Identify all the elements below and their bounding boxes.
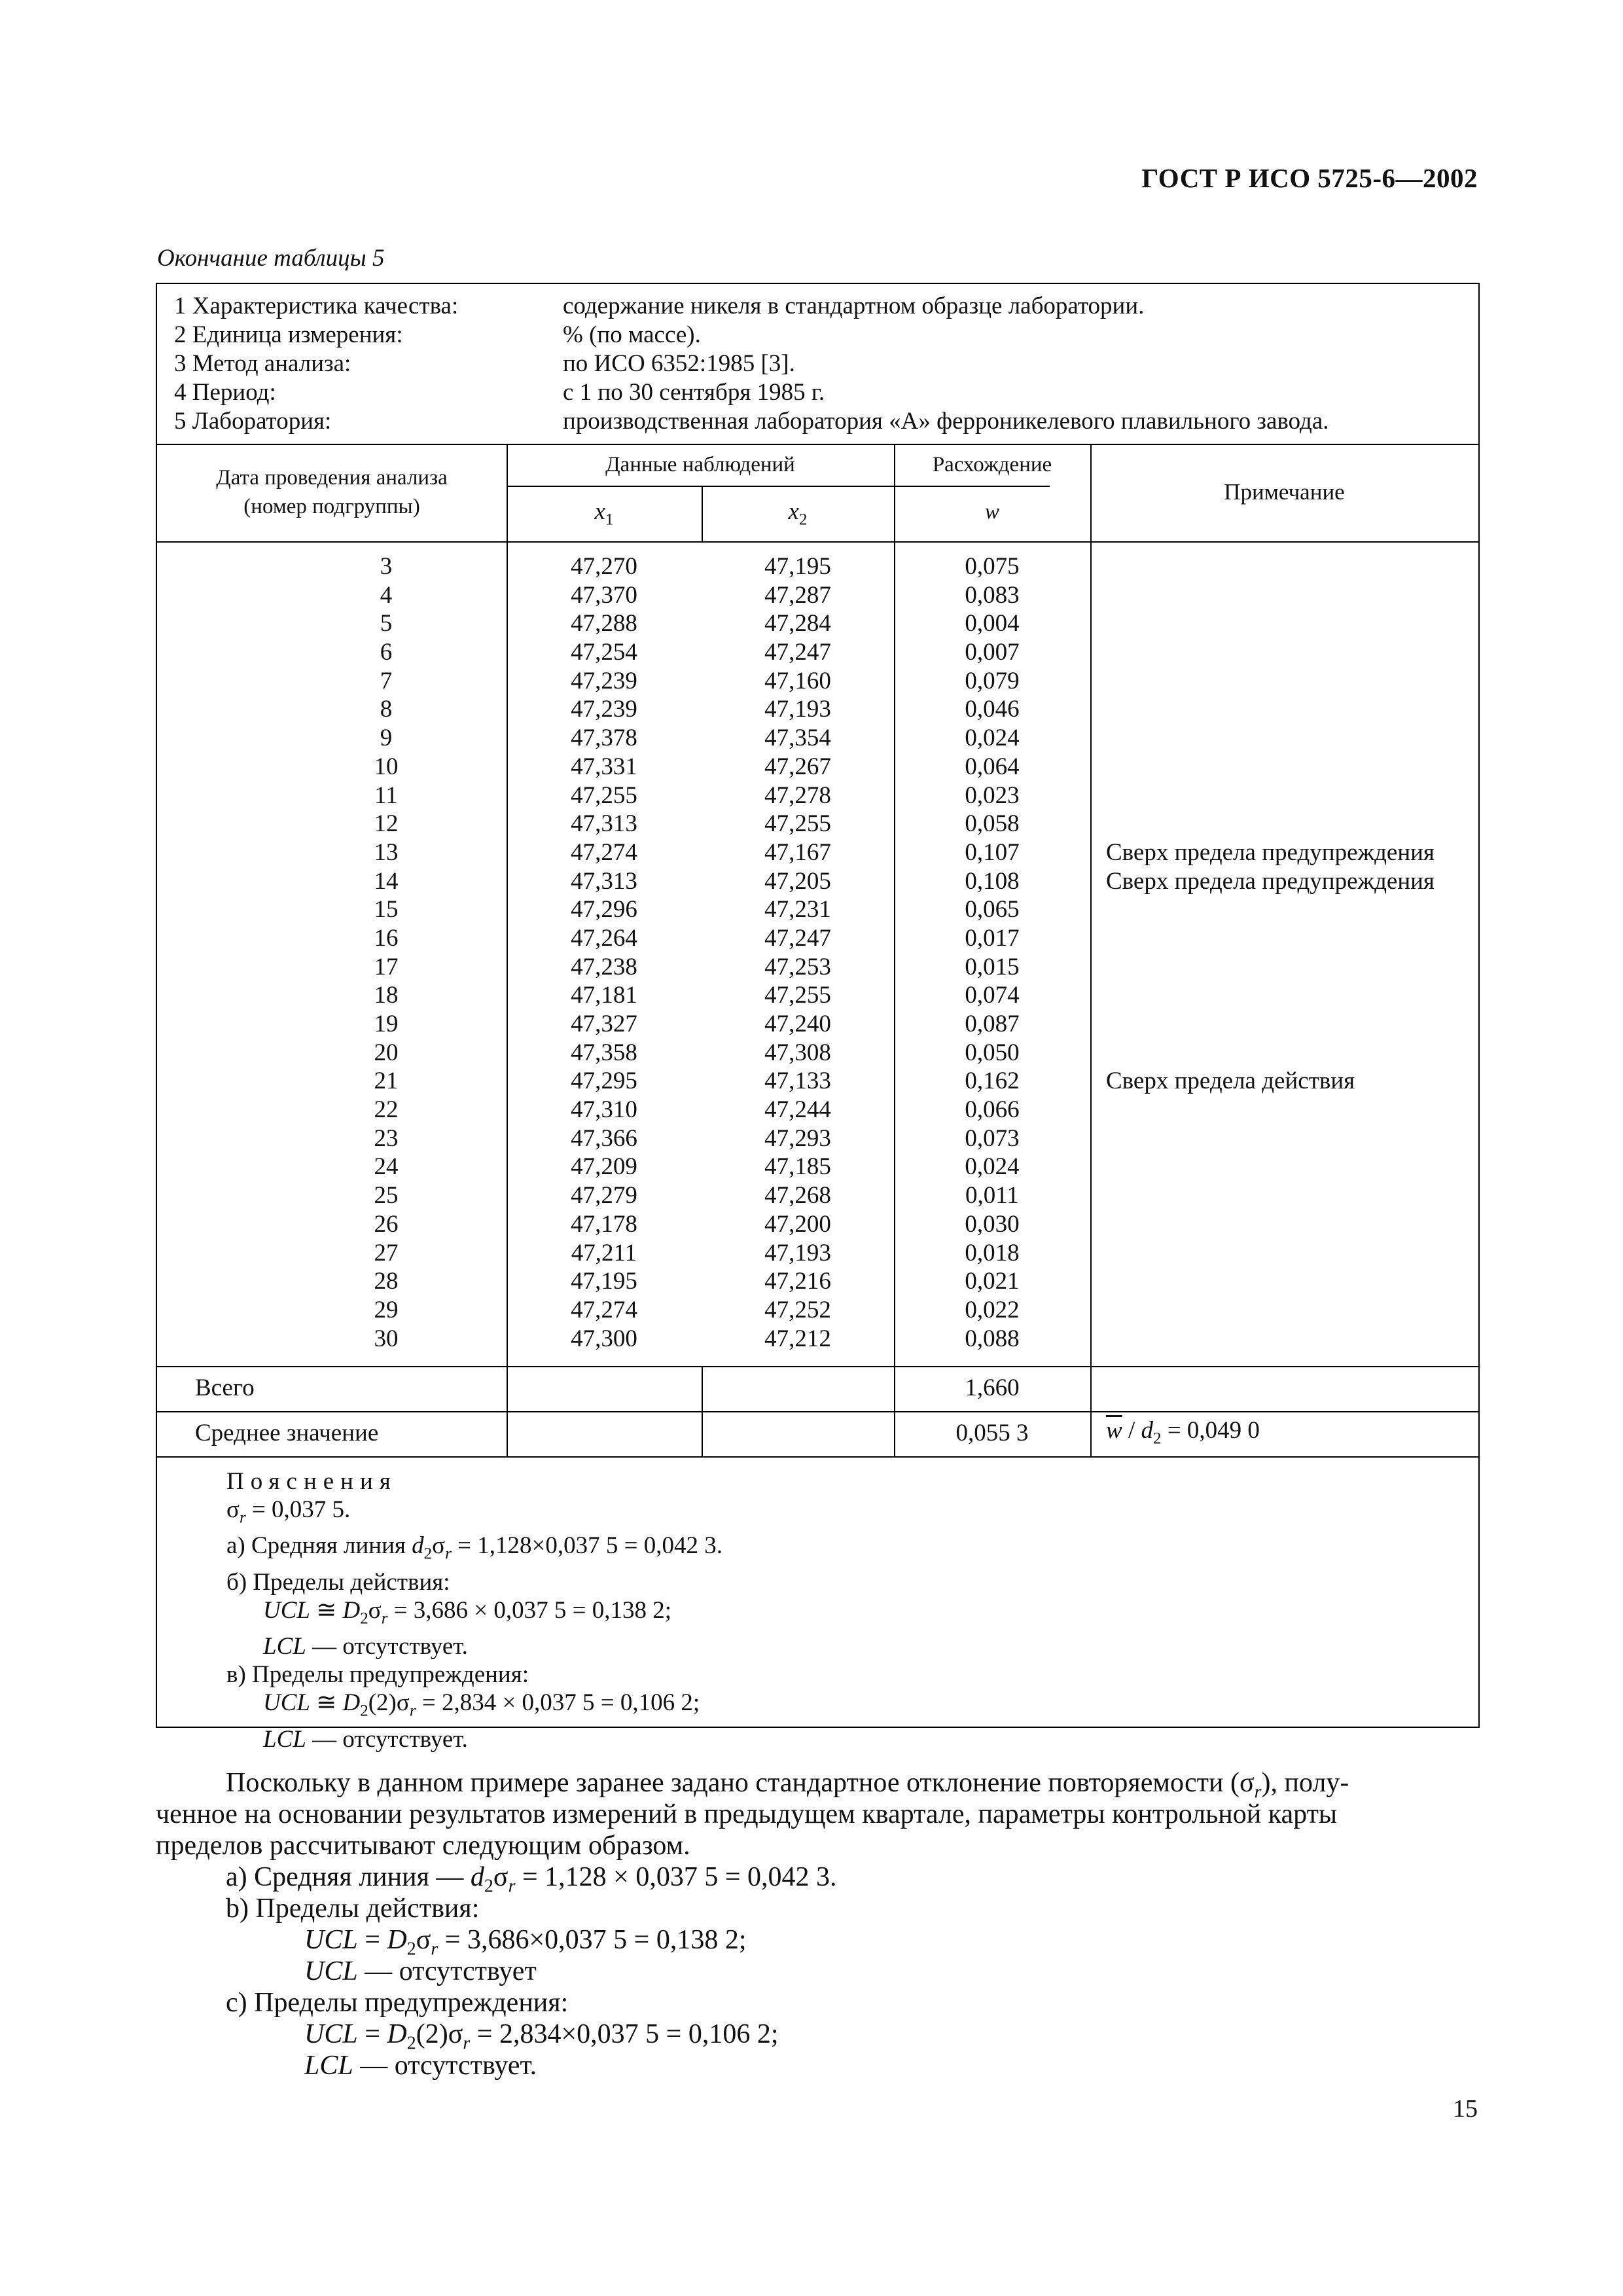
header-date-line2: (номер подгруппы) — [243, 495, 420, 518]
info-value: по ИСО 6352:1985 [3]. — [563, 350, 795, 377]
note-cell — [1106, 981, 1472, 1010]
column-x1 — [507, 552, 702, 1353]
x1-cell: 47,288 — [571, 610, 637, 637]
subgroup-cell: 14 — [374, 867, 399, 895]
x2-cell: 47,252 — [764, 1296, 831, 1323]
note-cell — [1106, 724, 1472, 753]
w-cell: 0,088 — [965, 1325, 1020, 1352]
note-cell — [1106, 667, 1472, 696]
note-cell — [1106, 1010, 1472, 1039]
note-cell — [1106, 895, 1472, 924]
x2-cell: 47,193 — [764, 1239, 831, 1266]
note-cell — [1106, 953, 1472, 982]
notes-b-ucl: UCL ≅ $D_2\sigma_r = 3,686 \times 0,037$ 5 = 0,138 2; — [263, 1596, 672, 1628]
w-cell: 0,022 — [965, 1296, 1020, 1323]
note-cell: Сверх предела предупреждения — [1106, 838, 1435, 866]
info-value: содержание никеля в стандартном образце лаборатории. — [563, 293, 1145, 319]
subgroup-cell: 17 — [374, 953, 399, 980]
item-c-lcl: LCL — отсутствует. — [304, 2051, 537, 2081]
notes-c-lcl: LCL — отсутствует. — [263, 1725, 468, 1753]
subgroup-cell: 15 — [374, 896, 399, 924]
x2-cell: 47,193 — [764, 696, 831, 723]
x2-cell: 47,255 — [764, 982, 831, 1009]
x2-cell: 47,195 — [764, 553, 831, 580]
w-cell: 0,108 — [965, 867, 1020, 895]
x1-cell: 47,279 — [571, 1182, 637, 1210]
item-b-ucl: UCL = $D_2\sigma_r = 3,686\times 0,037$ 5 = 0,138 2; — [304, 1925, 747, 1960]
w-cell: 0,087 — [965, 1011, 1020, 1037]
x1-cell: 47,327 — [571, 1011, 637, 1037]
note-cell — [1106, 1153, 1472, 1181]
notes-b-title: б) Пределы действия: — [226, 1568, 450, 1596]
x2-cell: 47,255 — [764, 810, 831, 838]
subgroup-cell: 26 — [374, 1210, 399, 1238]
note-cell — [1106, 810, 1472, 838]
notes-title: Пояснения — [226, 1468, 397, 1495]
x1-cell: 47,181 — [571, 982, 637, 1009]
subgroup-cell: 10 — [374, 753, 399, 780]
x1-cell: 47,211 — [571, 1239, 637, 1266]
mean-label: Среднее значение — [195, 1420, 379, 1446]
document-header: ГОСТ Р ИСО 5725-6—2002 — [1141, 163, 1478, 193]
x1-cell: 47,358 — [571, 1039, 637, 1066]
w-cell: 0,017 — [965, 924, 1020, 952]
w-cell: 0,058 — [965, 810, 1020, 838]
x2-cell: 47,253 — [764, 953, 831, 980]
note-cell — [1106, 1096, 1472, 1124]
x1-cell: 47,331 — [571, 753, 637, 780]
w-cell: 0,107 — [965, 838, 1020, 866]
w-cell: 0,018 — [965, 1239, 1020, 1266]
w-cell: 0,023 — [965, 781, 1020, 809]
subgroup-cell: 7 — [380, 667, 393, 694]
subgroup-cell: 25 — [374, 1182, 399, 1210]
note-cell: Сверх предела предупреждения — [1106, 867, 1435, 895]
w-cell: 0,079 — [965, 667, 1020, 694]
header-x2: $x_2$ — [788, 498, 808, 529]
item-a: а) Средняя линия — $d_2\sigma_r = 1,128 \times 0,037$ 5 = 0,042 3. — [226, 1862, 837, 1897]
header-note: Примечание — [1224, 479, 1345, 505]
x1-cell: 47,370 — [571, 581, 637, 609]
w-cell: 0,004 — [965, 610, 1020, 637]
w-cell: 0,021 — [965, 1268, 1020, 1295]
x1-cell: 47,366 — [571, 1124, 637, 1152]
subgroup-cell: 8 — [380, 696, 393, 723]
header-x1: $x_1$ — [594, 498, 614, 529]
info-labels — [174, 292, 458, 436]
x2-cell: 47,354 — [764, 725, 831, 752]
x2-cell: 47,308 — [764, 1039, 831, 1066]
column-subgroup — [353, 552, 419, 1353]
item-b-lcl: UCL — отсутствует — [304, 1956, 537, 1986]
w-cell: 0,075 — [965, 553, 1020, 580]
note-cell — [1106, 1124, 1472, 1153]
note-cell — [1106, 924, 1472, 953]
info-label: 2 Единица измерения: — [174, 321, 403, 348]
x1-cell: 47,255 — [571, 781, 637, 809]
w-cell: 0,015 — [965, 953, 1020, 980]
w-cell: 0,074 — [965, 982, 1020, 1009]
notes-c-ucl: UCL ≅ $D_2(2)\sigma_r = 2,834 \times 0,037$ 5 = 0,106 2; — [263, 1689, 700, 1720]
notes-c-title: в) Пределы предупреждения: — [226, 1661, 529, 1689]
w-cell: 0,011 — [965, 1182, 1019, 1210]
note-cell — [1106, 1296, 1472, 1325]
x2-cell: 47,216 — [764, 1268, 831, 1295]
header-date-line1: Дата проведения анализа — [216, 466, 448, 490]
notes-block — [226, 1467, 722, 1753]
rule-info-bottom — [157, 444, 1478, 445]
column-notes — [1106, 552, 1472, 1353]
x2-cell: 47,205 — [764, 867, 831, 895]
subgroup-cell: 29 — [374, 1296, 399, 1323]
x1-cell: 47,274 — [571, 838, 637, 866]
total-w: 1,660 — [965, 1374, 1020, 1401]
rule-subheader — [507, 486, 1050, 487]
subgroup-cell: 22 — [374, 1096, 399, 1124]
x1-cell: 47,178 — [571, 1210, 637, 1238]
x1-cell: 47,254 — [571, 639, 637, 666]
x1-cell: 47,310 — [571, 1096, 637, 1124]
mean-note: $\overline{w} / d_2 = 0,049$ 0 — [1106, 1417, 1260, 1448]
subgroup-cell: 24 — [374, 1153, 399, 1181]
note-cell — [1106, 581, 1472, 610]
info-value: производственная лаборатория «А» ферроникелевого плавильного завода. — [563, 408, 1329, 435]
subgroup-cell: 28 — [374, 1268, 399, 1295]
x2-cell: 47,133 — [764, 1067, 831, 1095]
w-cell: 0,066 — [965, 1096, 1020, 1124]
subgroup-cell: 21 — [374, 1067, 399, 1095]
subgroup-cell: 30 — [374, 1325, 399, 1352]
x2-cell: 47,287 — [764, 581, 831, 609]
note-cell — [1106, 1267, 1472, 1296]
notes-a: а) Средняя линия $d_2\sigma_r = 1,128\times 0,037$ 5 = 0,042 3. — [226, 1532, 722, 1563]
w-cell: 0,007 — [965, 639, 1020, 666]
x2-cell: 47,267 — [764, 753, 831, 780]
header-difference: Расхождение — [932, 453, 1052, 476]
subgroup-cell: 20 — [374, 1039, 399, 1066]
subgroup-cell: 12 — [374, 810, 399, 838]
x1-cell: 47,264 — [571, 924, 637, 952]
paragraph-line-3: пределов рассчитывают следующим образом. — [156, 1831, 690, 1861]
subgroup-cell: 4 — [380, 581, 393, 609]
info-label: 1 Характеристика качества: — [174, 293, 459, 319]
x1-cell: 47,239 — [571, 667, 637, 694]
subgroup-cell: 18 — [374, 982, 399, 1009]
subgroup-cell: 9 — [380, 725, 393, 752]
subgroup-cell: 11 — [374, 781, 398, 809]
w-cell: 0,046 — [965, 696, 1020, 723]
note-cell — [1106, 1325, 1472, 1354]
x2-cell: 47,284 — [764, 610, 831, 637]
x1-cell: 47,195 — [571, 1268, 637, 1295]
table-5 — [156, 283, 1480, 1753]
page-number: 15 — [1453, 2095, 1478, 2123]
column-x2 — [702, 552, 894, 1353]
rule-total-bottom — [157, 1411, 1478, 1412]
x2-cell: 47,231 — [764, 896, 831, 924]
note-cell — [1106, 638, 1472, 667]
note-cell — [1106, 552, 1472, 581]
note-cell — [1106, 695, 1472, 724]
x1-cell: 47,378 — [571, 725, 637, 752]
info-value: с 1 по 30 сентября 1985 г. — [563, 379, 825, 406]
info-label: 3 Метод анализа: — [174, 350, 351, 377]
x2-cell: 47,200 — [764, 1210, 831, 1238]
paragraph-line-1: Поскольку в данном примере заранее задано стандартное отклонение повторяемости $(\sigma_r)$, полу- — [226, 1768, 1349, 1803]
w-cell: 0,030 — [965, 1210, 1020, 1238]
x1-cell: 47,238 — [571, 953, 637, 980]
note-cell — [1106, 1239, 1472, 1268]
w-cell: 0,065 — [965, 896, 1020, 924]
w-cell: 0,024 — [965, 725, 1020, 752]
note-cell — [1106, 781, 1472, 810]
item-b-title: b) Пределы действия: — [226, 1893, 480, 1924]
x2-cell: 47,247 — [764, 924, 831, 952]
x1-cell: 47,274 — [571, 1296, 637, 1323]
note-cell: Сверх предела действия — [1106, 1067, 1355, 1095]
rule-data-bottom — [157, 1366, 1478, 1367]
info-label: 5 Лаборатория: — [174, 408, 332, 435]
header-date — [157, 463, 507, 521]
x2-cell: 47,240 — [764, 1011, 831, 1037]
subgroup-cell: 16 — [374, 924, 399, 952]
subgroup-cell: 3 — [380, 553, 393, 580]
info-label: 4 Период: — [174, 379, 276, 406]
x1-cell: 47,296 — [571, 896, 637, 924]
note-cell — [1106, 1039, 1472, 1067]
x1-cell: 47,313 — [571, 810, 637, 838]
x2-cell: 47,160 — [764, 667, 831, 694]
x2-cell: 47,293 — [764, 1124, 831, 1152]
w-cell: 0,050 — [965, 1039, 1020, 1066]
x2-cell: 47,244 — [764, 1096, 831, 1124]
item-c-ucl: UCL = $D_2(2)\sigma_r = 2,834\times 0,037$ 5 = 0,106 2; — [304, 2019, 779, 2054]
table-caption: Окончание таблицы 5 — [157, 245, 385, 272]
mean-w: 0,055 3 — [955, 1420, 1029, 1446]
x2-cell: 47,185 — [764, 1153, 831, 1181]
info-value: % (по массе). — [563, 321, 701, 348]
notes-b-lcl: LCL — отсутствует. — [263, 1633, 468, 1660]
rule-header-bottom — [157, 541, 1478, 543]
x1-cell: 47,239 — [571, 696, 637, 723]
subgroup-cell: 5 — [380, 610, 393, 637]
column-w — [894, 552, 1090, 1353]
rule-mean-bottom — [157, 1456, 1478, 1458]
x2-cell: 47,247 — [764, 639, 831, 666]
header-w: w — [984, 500, 999, 524]
x2-cell: 47,268 — [764, 1182, 831, 1210]
info-values — [563, 292, 1329, 436]
note-cell — [1106, 753, 1472, 781]
item-c-title: c) Пределы предупреждения: — [226, 1988, 569, 2018]
x2-cell: 47,278 — [764, 781, 831, 809]
subgroup-cell: 19 — [374, 1011, 399, 1037]
w-cell: 0,024 — [965, 1153, 1020, 1181]
note-cell — [1106, 1181, 1472, 1210]
total-label: Всего — [195, 1374, 255, 1401]
note-cell — [1106, 609, 1472, 638]
w-cell: 0,162 — [965, 1067, 1020, 1095]
w-cell: 0,073 — [965, 1124, 1020, 1152]
x1-cell: 47,270 — [571, 553, 637, 580]
x2-cell: 47,212 — [764, 1325, 831, 1352]
subgroup-cell: 23 — [374, 1124, 399, 1152]
header-observations: Данные наблюдений — [605, 453, 795, 476]
w-cell: 0,083 — [965, 581, 1020, 609]
paragraph-line-2: ченное на основании результатов измерений в предыдущем квартале, параметры контрольной карты — [156, 1799, 1338, 1829]
note-cell — [1106, 1210, 1472, 1239]
x1-cell: 47,209 — [571, 1153, 637, 1181]
rule-col2-summary — [702, 1366, 703, 1456]
x1-cell: 47,295 — [571, 1067, 637, 1095]
x1-cell: 47,313 — [571, 867, 637, 895]
notes-sigma: $\sigma_r = 0,037$ 5. — [226, 1496, 351, 1527]
x2-cell: 47,167 — [764, 838, 831, 866]
rule-col4 — [1090, 444, 1092, 1456]
subgroup-cell: 6 — [380, 639, 393, 666]
subgroup-cell: 27 — [374, 1239, 399, 1266]
x1-cell: 47,300 — [571, 1325, 637, 1352]
subgroup-cell: 13 — [374, 838, 399, 866]
w-cell: 0,064 — [965, 753, 1020, 780]
